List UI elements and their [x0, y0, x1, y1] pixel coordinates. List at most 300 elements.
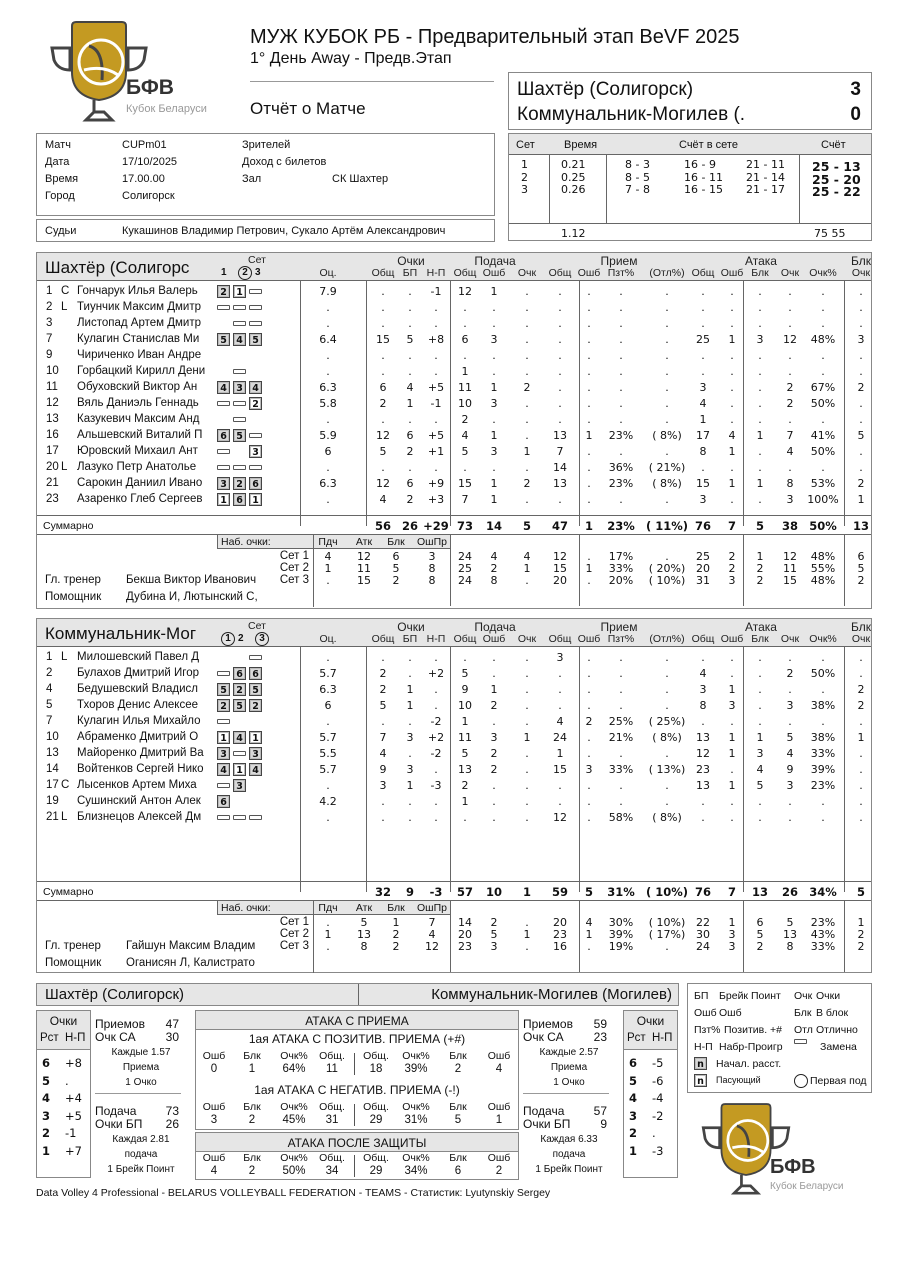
set-stat-cell: ( 10%) [648, 574, 686, 587]
stat-cell: . [619, 683, 623, 696]
report-title: Отчёт о Матче [250, 99, 366, 118]
player-name: Юровский Михаил Ант [77, 445, 198, 457]
rotation-number: 5 [42, 1073, 51, 1088]
stat-cell: . [730, 381, 734, 394]
substitution-icon [233, 417, 246, 422]
nab-col-header: ОшПр [417, 536, 447, 548]
player-row [37, 445, 871, 461]
stat-cell: 2 [406, 445, 414, 458]
stat-cell: . [525, 349, 529, 362]
stat-cell: . [587, 397, 591, 410]
stat-cell: . [587, 349, 591, 362]
empty-slot [217, 349, 230, 362]
stat-cell: 3 [786, 779, 794, 792]
substitution-icon [233, 401, 246, 406]
attack-col-header: Очк% [280, 1152, 308, 1164]
stat-cell: 5.7 [319, 731, 337, 744]
set-partial-3: 21 - 14 [746, 170, 785, 184]
stat-cell: 4 [406, 381, 414, 394]
stat-cell: 67% [810, 381, 836, 394]
stat-cell: . [326, 349, 330, 362]
stat-cell: 7 [786, 429, 794, 442]
stat-cell: . [758, 285, 762, 298]
attack-value: 18 [369, 1063, 383, 1075]
stat-cell: . [381, 461, 385, 474]
player-row [37, 461, 871, 477]
stat-cell: 15 [553, 763, 567, 776]
home-reception-summary [93, 1013, 193, 1178]
total-cell: 5 [522, 519, 531, 533]
stat-cell: 3 [379, 779, 387, 792]
player-row [37, 301, 871, 317]
attack-value: 45% [282, 1114, 306, 1126]
stat-cell: 50% [810, 397, 836, 410]
stat-cell: 15 [458, 477, 472, 490]
nab-cell: 6 [392, 550, 400, 563]
set-stat-cell: 8 [490, 574, 498, 587]
stat-cell: . [587, 731, 591, 744]
legend-text: Замена [820, 1041, 857, 1053]
sub-header: Очк [851, 267, 871, 279]
legend-abbrev: Ошб [694, 1007, 717, 1019]
player-name: Лазуко Петр Анатолье [77, 461, 197, 473]
set-stat-cell: 5 [490, 928, 498, 941]
player-name: Булахов Дмитрий Игор [77, 667, 200, 679]
set-partial-2: 16 - 15 [684, 183, 723, 196]
substitution-icon [249, 433, 262, 438]
sub-header: Общ [453, 633, 477, 645]
set-stat-cell: 3 [728, 940, 736, 953]
attack-col-header: Очк% [402, 1050, 430, 1062]
stat-cell: 1 [728, 747, 736, 760]
stat-cell: . [619, 699, 623, 712]
stat-cell: . [492, 413, 496, 426]
empty-slot [233, 651, 246, 664]
set-stat-cell: 2 [756, 562, 764, 575]
sub-header: Очк [517, 633, 537, 645]
attack-reception-title: АТАКА С ПРИЕМА [305, 1014, 409, 1028]
break-points: 9 [600, 1117, 607, 1131]
stat-cell: 13 [553, 429, 567, 442]
total-cell: 7 [727, 519, 736, 533]
stat-cell: 1 [490, 285, 498, 298]
player-number: 23 [46, 493, 59, 505]
set-number-3: 3 [255, 267, 261, 278]
legend-abbrev: БП [694, 990, 709, 1002]
stat-cell: . [701, 349, 705, 362]
stat-cell: . [463, 349, 467, 362]
stat-cell: 53% [810, 477, 836, 490]
away-sets-won: 0 [850, 104, 861, 125]
starting-position-box: 5 [233, 699, 246, 712]
stat-cell: 8 [699, 699, 707, 712]
stat-cell: 6 [461, 333, 469, 346]
player-set-positions [217, 811, 265, 823]
player-set-positions [217, 683, 265, 696]
reception-points: 30 [165, 1030, 179, 1044]
player-name: Тхоров Денис Алексее [77, 699, 199, 711]
player-row [37, 285, 871, 301]
reception-note: Приема [122, 1062, 160, 1073]
empty-slot [249, 795, 262, 808]
sub-header: Общ [371, 633, 395, 645]
stat-cell: . [619, 381, 623, 394]
home-team-name: Шахтёр (Солигорск) [517, 79, 694, 100]
empty-slot [233, 445, 246, 458]
starting-position-box: 4 [217, 763, 230, 776]
rotation-title: Очки [636, 1014, 665, 1028]
attack-divider [354, 1053, 355, 1075]
stat-cell: 50% [810, 445, 836, 458]
set-stat-cell: 22 [696, 916, 710, 929]
stat-cell: . [381, 811, 385, 824]
stat-cell: . [788, 715, 792, 728]
player-set-positions [217, 699, 265, 712]
set-stat-cell: 13 [783, 928, 797, 941]
set-stat-cell: ( 20%) [648, 562, 686, 575]
stat-cell: 5.7 [319, 763, 337, 776]
group-header-block: Блк [851, 254, 871, 268]
starting-position-box: 6 [217, 795, 230, 808]
stat-cell: . [587, 747, 591, 760]
rotation-number: 1 [42, 1143, 51, 1158]
total-cell: 13 [852, 519, 869, 533]
set-stat-cell: 20 [696, 562, 710, 575]
substitution-icon [249, 289, 262, 294]
set-stat-cell: 6 [756, 916, 764, 929]
set-stat-cell: 19% [608, 940, 634, 953]
empty-slot [249, 365, 262, 378]
reception-note: Каждые 1.57 [111, 1047, 171, 1058]
stat-cell: . [665, 493, 669, 506]
nab-cell: 8 [428, 574, 436, 587]
attack-value: 0 [210, 1063, 218, 1075]
stat-cell: . [326, 779, 330, 792]
logo-subtext: Кубок Беларуси [126, 103, 207, 115]
stat-cell: . [558, 795, 562, 808]
set-stat-cell: 55% [810, 562, 836, 575]
stat-cell: 4 [699, 667, 707, 680]
set-stat-cell: 15 [553, 562, 567, 575]
attack-value: 2 [454, 1063, 462, 1075]
player-name: Тиунчик Максим Дмитр [77, 301, 202, 313]
set-header: Сет [248, 254, 266, 266]
total-cell: -3 [429, 885, 443, 899]
sub-header: Общ [548, 633, 572, 645]
stat-cell: . [408, 413, 412, 426]
stat-cell: . [730, 317, 734, 330]
set-header: Сет [248, 620, 266, 632]
attack-col-header: Блк [243, 1101, 261, 1113]
set-row-label: Сет 2 [279, 928, 309, 940]
stat-cell: +5 [427, 381, 445, 394]
stat-cell: 5 [461, 747, 469, 760]
stat-cell: . [381, 715, 385, 728]
rotation-col: Н-П [652, 1032, 673, 1044]
reception-note: Каждые 2.57 [539, 1047, 599, 1058]
stat-cell: . [758, 301, 762, 314]
total-cell: 26 [401, 519, 418, 533]
player-set-positions [217, 285, 265, 298]
bottom-away-name: Коммунальник-Могилев (Могилев) [431, 986, 672, 1003]
info-value-time: 17.00.00 [122, 173, 165, 185]
player-name: Азаренко Глеб Сергеев [77, 493, 203, 505]
attack-value: 4 [495, 1063, 503, 1075]
substitution-icon [233, 321, 246, 326]
sets-table [508, 133, 872, 241]
stat-cell: . [587, 667, 591, 680]
stat-cell: 5 [756, 779, 764, 792]
rotation-value: +4 [65, 1091, 82, 1105]
empty-slot [249, 779, 262, 792]
total-cell: 50% [809, 519, 837, 533]
stat-cell: 1 [490, 381, 498, 394]
stat-cell: . [587, 493, 591, 506]
nab-col-header: Атк [355, 902, 373, 914]
rotation-number: 6 [629, 1056, 638, 1070]
substitution-icon [233, 465, 246, 470]
attack-col-header: Блк [243, 1050, 261, 1062]
header-divider [250, 81, 494, 82]
total-cell: 7 [727, 885, 736, 899]
player-name: Лысенков Артем Миха [77, 779, 197, 791]
stat-cell: . [788, 651, 792, 664]
stat-cell: 2 [786, 381, 794, 394]
set-stat-cell: 43% [810, 928, 836, 941]
stat-cell: . [821, 715, 825, 728]
set-stat-cell: 11 [783, 562, 797, 575]
legend-abbrev: Н-П [694, 1041, 713, 1053]
player-number: 14 [46, 763, 59, 775]
rotation-number: 3 [629, 1108, 638, 1123]
info-value-date: 17/10/2025 [122, 156, 178, 168]
team1-stats-table [36, 252, 872, 609]
nab-cell: 7 [428, 916, 436, 929]
stat-cell: 11 [458, 731, 472, 744]
stat-cell: . [859, 413, 863, 426]
player-row [37, 763, 871, 779]
stat-cell: 1 [406, 397, 414, 410]
stat-cell: . [558, 333, 562, 346]
set-stat-cell: 31 [696, 574, 710, 587]
substitution-icon [217, 465, 230, 470]
stat-cell: . [587, 651, 591, 664]
stat-cell: . [525, 795, 529, 808]
stat-cell: . [859, 445, 863, 458]
player-row [37, 365, 871, 381]
stat-cell: . [326, 461, 330, 474]
set-stat-cell: 1 [585, 928, 593, 941]
stat-cell: . [758, 651, 762, 664]
stat-cell: . [492, 317, 496, 330]
set-stat-cell: 15 [783, 574, 797, 587]
sub-header: Оц. [319, 633, 337, 645]
starting-position-box: 5 [249, 683, 262, 696]
attack-value: 64% [282, 1063, 306, 1075]
nab-col-header: ОшПр [417, 902, 447, 914]
logo-text: БФВ [126, 76, 174, 99]
player-row [37, 731, 871, 747]
legend-text: Брейк Поинт [719, 990, 781, 1002]
stat-cell: . [558, 413, 562, 426]
starting-position-box: 4 [249, 381, 262, 394]
total-cell: 1 [584, 519, 593, 533]
starting-position-box: 1 [217, 731, 230, 744]
stat-cell: . [587, 445, 591, 458]
set-final-score: 25 - 20 [812, 171, 861, 187]
referees-box [36, 219, 495, 242]
substitution-icon [233, 751, 246, 756]
starting-position-box: 1 [217, 493, 230, 506]
stat-cell: . [859, 397, 863, 410]
attack-value: 11 [326, 1063, 338, 1075]
stat-cell: . [525, 317, 529, 330]
serve-count: 57 [593, 1104, 607, 1118]
stat-cell: 1 [728, 477, 736, 490]
starting-position-box: 3 [217, 747, 230, 760]
reception-count: 47 [165, 1017, 179, 1031]
set-partial-1: 7 - 8 [625, 183, 650, 196]
stat-cell: 1 [523, 731, 531, 744]
sub-header: Очк [780, 267, 800, 279]
stat-cell: . [587, 301, 591, 314]
stat-cell: . [558, 301, 562, 314]
stat-cell: . [788, 285, 792, 298]
stat-cell: . [558, 285, 562, 298]
attack-col-header: Ошб [202, 1152, 226, 1164]
stat-cell: 58% [608, 811, 634, 824]
stat-cell: 38% [810, 731, 836, 744]
starting-position-box: 4 [249, 763, 262, 776]
player-number: 9 [46, 349, 53, 361]
serve-note: 1 Брейк Поинт [107, 1164, 175, 1175]
stat-cell: . [492, 349, 496, 362]
stat-cell: 12 [553, 811, 567, 824]
player-set-positions [217, 795, 265, 808]
nab-label: Наб. очки: [221, 536, 271, 548]
away-team-name: Коммунальник-Могилев (. [517, 104, 746, 125]
starting-position-box: 6 [233, 667, 246, 680]
stat-cell: . [587, 285, 591, 298]
set-stat-cell: 2 [490, 916, 498, 929]
stat-cell: ( 8%) [652, 731, 682, 744]
nab-cell: 12 [425, 940, 439, 953]
player-row [37, 683, 871, 699]
player-number: 1 [46, 651, 53, 663]
stat-cell: . [619, 651, 623, 664]
attack-col-header: Ошб [487, 1152, 511, 1164]
stat-cell: 2 [523, 477, 531, 490]
empty-slot [249, 349, 262, 362]
set-number-2: 2 [238, 633, 244, 644]
player-role: L [61, 461, 68, 473]
stat-cell: 5.5 [319, 747, 337, 760]
stat-cell: 1 [490, 493, 498, 506]
summary-label: Суммарно [43, 520, 94, 532]
starting-position-box: 2 [249, 397, 262, 410]
player-set-positions [217, 667, 265, 680]
stat-cell: . [758, 445, 762, 458]
reception-count: 59 [593, 1017, 607, 1031]
set-stat-cell: . [587, 574, 591, 587]
sub-header: Очк% [809, 267, 837, 279]
stat-cell: 23% [810, 779, 836, 792]
stat-cell: 1 [756, 429, 764, 442]
player-set-positions [217, 365, 265, 378]
nab-col-header: Пдч [318, 536, 338, 548]
player-name: Листопад Артем Дмитр [77, 317, 202, 329]
stat-cell: . [558, 381, 562, 394]
rotation-value: -4 [652, 1091, 664, 1105]
set-stat-cell: 20 [553, 574, 567, 587]
nab-cell: 4 [324, 550, 332, 563]
attack-value: 5 [454, 1114, 462, 1126]
set-stat-cell: 2 [728, 550, 736, 563]
stat-cell: 17 [696, 429, 710, 442]
set-partial-3: 21 - 11 [746, 158, 785, 171]
substitution-icon [233, 815, 246, 820]
stat-cell: . [619, 301, 623, 314]
starting-position-box: 2 [217, 285, 230, 298]
stat-cell: . [492, 795, 496, 808]
player-number: 13 [46, 413, 59, 425]
reception-note: 1 Очко [125, 1077, 157, 1088]
stat-cell: 13 [696, 779, 710, 792]
starting-position-box: 4 [233, 333, 246, 346]
sets-header-score: Счёт [821, 139, 846, 151]
stat-cell: 1 [728, 445, 736, 458]
reception-count-label: Приемов [95, 1017, 145, 1031]
stat-cell: . [758, 699, 762, 712]
stat-cell: . [558, 779, 562, 792]
stat-cell: . [758, 715, 762, 728]
stat-cell: . [859, 747, 863, 760]
stat-cell: . [788, 365, 792, 378]
stat-cell: 13 [553, 477, 567, 490]
set-number-3: 3 [255, 632, 269, 646]
legend-text: Первая под [810, 1075, 867, 1087]
stat-cell: 4 [379, 747, 387, 760]
nab-col-header: Атк [355, 536, 373, 548]
stat-cell: 33% [608, 763, 634, 776]
stat-cell: +3 [427, 493, 445, 506]
stat-cell: . [587, 683, 591, 696]
total-points: 75 55 [814, 227, 846, 240]
player-number: 10 [46, 731, 59, 743]
stat-cell: . [408, 285, 412, 298]
team2-stats-table [36, 618, 872, 973]
player-name: Бедушевский Владисл [77, 683, 198, 695]
rotation-col: Н-П [65, 1032, 86, 1044]
negative-reception-title: 1ая АТАКА С НЕГАТИВ. ПРИЕМА (-!) [254, 1083, 460, 1097]
nab-cell: 8 [360, 940, 368, 953]
substitution-icon [249, 321, 262, 326]
player-number: 19 [46, 795, 59, 807]
group-header-attack: Атака [745, 254, 777, 268]
stat-cell: . [821, 413, 825, 426]
attack-col-header: Блк [449, 1152, 467, 1164]
attack-col-header: Общ. [319, 1152, 345, 1164]
stat-cell: . [665, 317, 669, 330]
player-name: Альшевский Виталий П [77, 429, 203, 441]
stat-cell: 5 [461, 445, 469, 458]
summary-divider [95, 1093, 181, 1094]
stat-cell: . [730, 715, 734, 728]
stat-cell: 2 [786, 397, 794, 410]
attack-col-header: Ошб [202, 1101, 226, 1113]
group-header-points: Очки [397, 620, 425, 634]
stat-cell: . [408, 317, 412, 330]
